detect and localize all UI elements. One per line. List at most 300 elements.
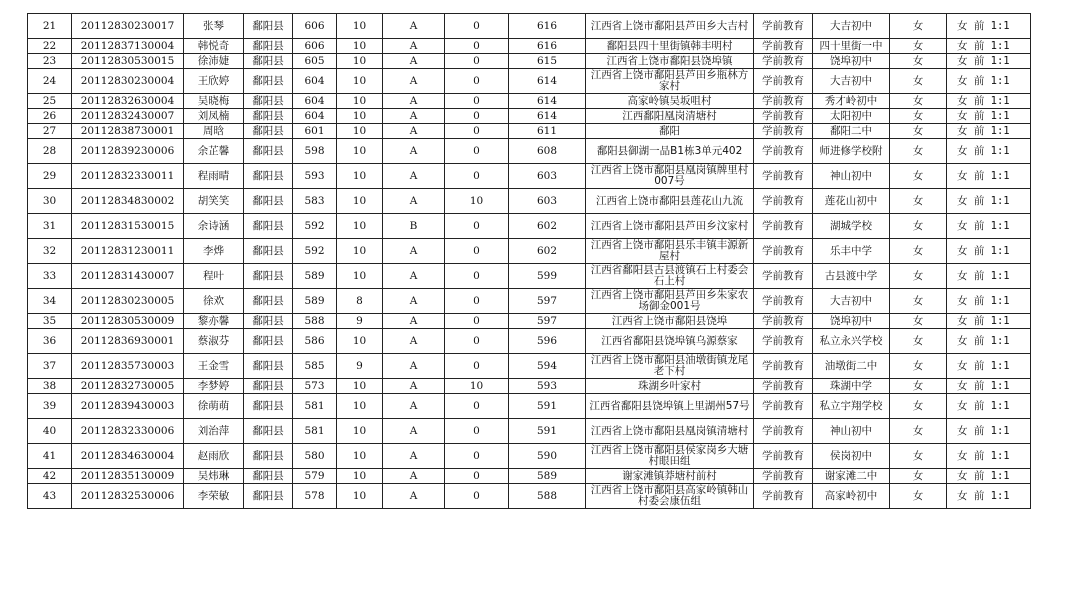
pe-score-cell: 10 [337, 419, 383, 444]
quota-cell: 女 前 1:1 [947, 289, 1031, 314]
bonus-score-cell: 0 [445, 69, 509, 94]
quota-cell: 女 前 1:1 [947, 214, 1031, 239]
pe-score-cell: 10 [337, 124, 383, 139]
school-cell: 侯岗初中 [813, 444, 890, 469]
exam-number-cell: 20112832630004 [72, 94, 184, 109]
grade-cell: A [383, 164, 445, 189]
exam-number-cell: 20112834830002 [72, 189, 184, 214]
table-row [28, 289, 1031, 314]
major-cell: 学前教育 [754, 379, 813, 394]
grade-cell: A [383, 379, 445, 394]
county-cell: 鄱阳县 [244, 14, 293, 39]
bonus-score-cell: 0 [445, 94, 509, 109]
major-cell: 学前教育 [754, 164, 813, 189]
exam-number-cell: 20112835130009 [72, 469, 184, 484]
row-index-cell: 40 [28, 419, 72, 444]
table-row [28, 239, 1031, 264]
row-index-cell: 42 [28, 469, 72, 484]
home-address-cell: 江西省上饶市鄱阳县凰岗镇牌里村007号 [586, 164, 754, 189]
score-cell: 589 [293, 289, 337, 314]
major-cell: 学前教育 [754, 329, 813, 354]
county-cell: 鄱阳县 [244, 189, 293, 214]
score-cell: 585 [293, 354, 337, 379]
gender-cell: 女 [890, 469, 947, 484]
row-index-cell: 38 [28, 379, 72, 394]
score-cell: 604 [293, 109, 337, 124]
quota-cell: 女 前 1:1 [947, 54, 1031, 69]
student-name-cell: 蔡淑芬 [184, 329, 244, 354]
pe-score-cell: 10 [337, 444, 383, 469]
school-cell: 油墩街二中 [813, 354, 890, 379]
quota-cell: 女 前 1:1 [947, 164, 1031, 189]
exam-number-cell: 20112831430007 [72, 264, 184, 289]
total-score-cell: 614 [509, 69, 586, 94]
student-name-cell: 李烨 [184, 239, 244, 264]
bonus-score-cell: 0 [445, 469, 509, 484]
quota-cell: 女 前 1:1 [947, 109, 1031, 124]
county-cell: 鄱阳县 [244, 314, 293, 329]
county-cell: 鄱阳县 [244, 469, 293, 484]
table-row [28, 444, 1031, 469]
table-row [28, 39, 1031, 54]
pe-score-cell: 10 [337, 139, 383, 164]
pe-score-cell: 9 [337, 354, 383, 379]
county-cell: 鄱阳县 [244, 484, 293, 509]
row-index-cell: 32 [28, 239, 72, 264]
row-index-cell: 21 [28, 14, 72, 39]
total-score-cell: 602 [509, 239, 586, 264]
table-row [28, 109, 1031, 124]
quota-cell: 女 前 1:1 [947, 189, 1031, 214]
major-cell: 学前教育 [754, 14, 813, 39]
grade-cell: A [383, 14, 445, 39]
pe-score-cell: 10 [337, 109, 383, 124]
total-score-cell: 611 [509, 124, 586, 139]
exam-number-cell: 20112832330006 [72, 419, 184, 444]
bonus-score-cell: 0 [445, 419, 509, 444]
student-name-cell: 李荣敏 [184, 484, 244, 509]
home-address-cell: 江西省上饶市鄱阳县芦田乡汶家村 [586, 214, 754, 239]
school-cell: 神山初中 [813, 419, 890, 444]
quota-cell: 女 前 1:1 [947, 484, 1031, 509]
table-row [28, 314, 1031, 329]
row-index-cell: 25 [28, 94, 72, 109]
county-cell: 鄱阳县 [244, 394, 293, 419]
exam-number-cell: 20112839230006 [72, 139, 184, 164]
score-cell: 589 [293, 264, 337, 289]
table-row [28, 419, 1031, 444]
gender-cell: 女 [890, 139, 947, 164]
home-address-cell: 鄱阳县御湖一品B1栋3单元402 [586, 139, 754, 164]
table-row [28, 69, 1031, 94]
grade-cell: A [383, 94, 445, 109]
exam-number-cell: 20112834630004 [72, 444, 184, 469]
table-row [28, 214, 1031, 239]
total-score-cell: 594 [509, 354, 586, 379]
table-row [28, 189, 1031, 214]
school-cell: 莲花山初中 [813, 189, 890, 214]
quota-cell: 女 前 1:1 [947, 124, 1031, 139]
student-name-cell: 吴炜琳 [184, 469, 244, 484]
major-cell: 学前教育 [754, 39, 813, 54]
gender-cell: 女 [890, 314, 947, 329]
exam-number-cell: 20112837130004 [72, 39, 184, 54]
home-address-cell: 江西省鄱阳县饶埠镇乌源蔡家 [586, 329, 754, 354]
table-row [28, 164, 1031, 189]
score-cell: 580 [293, 444, 337, 469]
major-cell: 学前教育 [754, 69, 813, 94]
grade-cell: B [383, 214, 445, 239]
score-cell: 598 [293, 139, 337, 164]
quota-cell: 女 前 1:1 [947, 379, 1031, 394]
home-address-cell: 江西省上饶市鄱阳县乐丰镇丰源新屋村 [586, 239, 754, 264]
pe-score-cell: 10 [337, 264, 383, 289]
table-row [28, 354, 1031, 379]
major-cell: 学前教育 [754, 469, 813, 484]
grade-cell: A [383, 289, 445, 314]
total-score-cell: 593 [509, 379, 586, 394]
grade-cell: A [383, 54, 445, 69]
exam-number-cell: 20112832330011 [72, 164, 184, 189]
grade-cell: A [383, 419, 445, 444]
county-cell: 鄱阳县 [244, 54, 293, 69]
bonus-score-cell: 0 [445, 484, 509, 509]
school-cell: 古县渡中学 [813, 264, 890, 289]
pe-score-cell: 9 [337, 314, 383, 329]
school-cell: 私立宇翔学校 [813, 394, 890, 419]
row-index-cell: 35 [28, 314, 72, 329]
table-row [28, 484, 1031, 509]
pe-score-cell: 10 [337, 69, 383, 94]
row-index-cell: 27 [28, 124, 72, 139]
gender-cell: 女 [890, 94, 947, 109]
pe-score-cell: 10 [337, 54, 383, 69]
score-cell: 604 [293, 69, 337, 94]
bonus-score-cell: 0 [445, 444, 509, 469]
grade-cell: A [383, 139, 445, 164]
school-cell: 大吉初中 [813, 289, 890, 314]
grade-cell: A [383, 239, 445, 264]
score-cell: 593 [293, 164, 337, 189]
major-cell: 学前教育 [754, 214, 813, 239]
quota-cell: 女 前 1:1 [947, 469, 1031, 484]
score-cell: 586 [293, 329, 337, 354]
exam-number-cell: 20112830230005 [72, 289, 184, 314]
school-cell: 鄱阳二中 [813, 124, 890, 139]
pe-score-cell: 10 [337, 329, 383, 354]
table-row [28, 54, 1031, 69]
home-address-cell: 江西鄱阳凰岗清塘村 [586, 109, 754, 124]
table-row [28, 124, 1031, 139]
quota-cell: 女 前 1:1 [947, 239, 1031, 264]
home-address-cell: 江西省上饶市鄱阳县油墩街镇龙尾老下村 [586, 354, 754, 379]
gender-cell: 女 [890, 39, 947, 54]
total-score-cell: 589 [509, 469, 586, 484]
quota-cell: 女 前 1:1 [947, 264, 1031, 289]
pe-score-cell: 10 [337, 379, 383, 394]
bonus-score-cell: 0 [445, 14, 509, 39]
quota-cell: 女 前 1:1 [947, 444, 1031, 469]
total-score-cell: 597 [509, 289, 586, 314]
home-address-cell: 江西省上饶市鄱阳县凰岗镇清塘村 [586, 419, 754, 444]
exam-number-cell: 20112831530015 [72, 214, 184, 239]
quota-cell: 女 前 1:1 [947, 139, 1031, 164]
grade-cell: A [383, 69, 445, 94]
row-index-cell: 34 [28, 289, 72, 314]
score-cell: 581 [293, 419, 337, 444]
row-index-cell: 43 [28, 484, 72, 509]
score-cell: 601 [293, 124, 337, 139]
gender-cell: 女 [890, 444, 947, 469]
school-cell: 饶埠初中 [813, 54, 890, 69]
bonus-score-cell: 10 [445, 189, 509, 214]
student-name-cell: 韩悦奇 [184, 39, 244, 54]
major-cell: 学前教育 [754, 54, 813, 69]
score-cell: 606 [293, 14, 337, 39]
pe-score-cell: 10 [337, 189, 383, 214]
gender-cell: 女 [890, 419, 947, 444]
exam-number-cell: 20112832430007 [72, 109, 184, 124]
grade-cell: A [383, 394, 445, 419]
student-name-cell: 吴晓梅 [184, 94, 244, 109]
student-name-cell: 余芷馨 [184, 139, 244, 164]
school-cell: 师进修学校附 [813, 139, 890, 164]
county-cell: 鄱阳县 [244, 39, 293, 54]
county-cell: 鄱阳县 [244, 139, 293, 164]
total-score-cell: 597 [509, 314, 586, 329]
major-cell: 学前教育 [754, 264, 813, 289]
student-name-cell: 徐欢 [184, 289, 244, 314]
exam-number-cell: 20112830230004 [72, 69, 184, 94]
county-cell: 鄱阳县 [244, 94, 293, 109]
major-cell: 学前教育 [754, 94, 813, 109]
home-address-cell: 江西省上饶市鄱阳县莲花山九流 [586, 189, 754, 214]
total-score-cell: 614 [509, 109, 586, 124]
score-cell: 578 [293, 484, 337, 509]
row-index-cell: 29 [28, 164, 72, 189]
bonus-score-cell: 0 [445, 164, 509, 189]
quota-cell: 女 前 1:1 [947, 329, 1031, 354]
score-cell: 588 [293, 314, 337, 329]
home-address-cell: 江西省上饶市鄱阳县饶埠镇 [586, 54, 754, 69]
grade-cell: A [383, 124, 445, 139]
row-index-cell: 26 [28, 109, 72, 124]
pe-score-cell: 10 [337, 164, 383, 189]
bonus-score-cell: 0 [445, 139, 509, 164]
bonus-score-cell: 0 [445, 124, 509, 139]
student-name-cell: 王金雪 [184, 354, 244, 379]
major-cell: 学前教育 [754, 239, 813, 264]
bonus-score-cell: 0 [445, 354, 509, 379]
county-cell: 鄱阳县 [244, 124, 293, 139]
row-index-cell: 37 [28, 354, 72, 379]
gender-cell: 女 [890, 289, 947, 314]
grade-cell: A [383, 354, 445, 379]
home-address-cell: 江西省上饶市鄱阳县芦田乡瓶林方家村 [586, 69, 754, 94]
total-score-cell: 596 [509, 329, 586, 354]
school-cell: 四十里街一中 [813, 39, 890, 54]
grade-cell: A [383, 314, 445, 329]
home-address-cell: 鄱阳县四十里街镇韩丰明村 [586, 39, 754, 54]
home-address-cell: 江西省上饶市鄱阳县饶埠 [586, 314, 754, 329]
pe-score-cell: 8 [337, 289, 383, 314]
row-index-cell: 41 [28, 444, 72, 469]
major-cell: 学前教育 [754, 484, 813, 509]
total-score-cell: 614 [509, 94, 586, 109]
pe-score-cell: 10 [337, 394, 383, 419]
county-cell: 鄱阳县 [244, 329, 293, 354]
exam-number-cell: 20112832730005 [72, 379, 184, 394]
table-row [28, 394, 1031, 419]
student-name-cell: 程雨晴 [184, 164, 244, 189]
total-score-cell: 591 [509, 394, 586, 419]
home-address-cell: 江西省鄱阳县饶埠镇上里湖州57号 [586, 394, 754, 419]
pe-score-cell: 10 [337, 39, 383, 54]
quota-cell: 女 前 1:1 [947, 14, 1031, 39]
county-cell: 鄱阳县 [244, 354, 293, 379]
major-cell: 学前教育 [754, 314, 813, 329]
pe-score-cell: 10 [337, 469, 383, 484]
school-cell: 大吉初中 [813, 69, 890, 94]
score-cell: 606 [293, 39, 337, 54]
score-cell: 604 [293, 94, 337, 109]
score-cell: 592 [293, 214, 337, 239]
row-index-cell: 24 [28, 69, 72, 94]
exam-number-cell: 20112830530015 [72, 54, 184, 69]
pe-score-cell: 10 [337, 14, 383, 39]
bonus-score-cell: 10 [445, 379, 509, 394]
home-address-cell: 谢家滩镇莽塘村前村 [586, 469, 754, 484]
grade-cell: A [383, 469, 445, 484]
total-score-cell: 616 [509, 39, 586, 54]
school-cell: 乐丰中学 [813, 239, 890, 264]
total-score-cell: 603 [509, 164, 586, 189]
score-cell: 581 [293, 394, 337, 419]
major-cell: 学前教育 [754, 189, 813, 214]
major-cell: 学前教育 [754, 124, 813, 139]
exam-number-cell: 20112836930001 [72, 329, 184, 354]
grade-cell: A [383, 109, 445, 124]
student-name-cell: 程叶 [184, 264, 244, 289]
home-address-cell: 江西省上饶市鄱阳县芦田乡大吉村 [586, 14, 754, 39]
bonus-score-cell: 0 [445, 54, 509, 69]
table-row [28, 379, 1031, 394]
exam-number-cell: 20112835730003 [72, 354, 184, 379]
table-row [28, 469, 1031, 484]
grade-cell: A [383, 444, 445, 469]
total-score-cell: 608 [509, 139, 586, 164]
total-score-cell: 615 [509, 54, 586, 69]
bonus-score-cell: 0 [445, 109, 509, 124]
table-row [28, 264, 1031, 289]
table-row [28, 139, 1031, 164]
quota-cell: 女 前 1:1 [947, 69, 1031, 94]
county-cell: 鄱阳县 [244, 164, 293, 189]
bonus-score-cell: 0 [445, 289, 509, 314]
score-cell: 605 [293, 54, 337, 69]
gender-cell: 女 [890, 54, 947, 69]
school-cell: 谢家滩二中 [813, 469, 890, 484]
bonus-score-cell: 0 [445, 394, 509, 419]
county-cell: 鄱阳县 [244, 419, 293, 444]
school-cell: 秀才岭初中 [813, 94, 890, 109]
exam-number-cell: 20112838730001 [72, 124, 184, 139]
table-body [28, 14, 1031, 509]
home-address-cell: 江西省上饶市鄱阳县侯家岗乡大塘村眼田组 [586, 444, 754, 469]
home-address-cell: 珠湖乡叶家村 [586, 379, 754, 394]
row-index-cell: 30 [28, 189, 72, 214]
gender-cell: 女 [890, 354, 947, 379]
gender-cell: 女 [890, 214, 947, 239]
county-cell: 鄱阳县 [244, 444, 293, 469]
student-name-cell: 周晗 [184, 124, 244, 139]
county-cell: 鄱阳县 [244, 289, 293, 314]
total-score-cell: 599 [509, 264, 586, 289]
gender-cell: 女 [890, 164, 947, 189]
school-cell: 湖城学校 [813, 214, 890, 239]
grade-cell: A [383, 329, 445, 354]
student-name-cell: 刘治萍 [184, 419, 244, 444]
major-cell: 学前教育 [754, 139, 813, 164]
student-name-cell: 张琴 [184, 14, 244, 39]
school-cell: 私立永兴学校 [813, 329, 890, 354]
student-name-cell: 胡笑笑 [184, 189, 244, 214]
major-cell: 学前教育 [754, 289, 813, 314]
grade-cell: A [383, 264, 445, 289]
grade-cell: A [383, 484, 445, 509]
quota-cell: 女 前 1:1 [947, 314, 1031, 329]
pe-score-cell: 10 [337, 94, 383, 109]
school-cell: 珠湖中学 [813, 379, 890, 394]
gender-cell: 女 [890, 239, 947, 264]
student-name-cell: 黎亦馨 [184, 314, 244, 329]
gender-cell: 女 [890, 109, 947, 124]
gender-cell: 女 [890, 329, 947, 354]
ranking-table [27, 13, 1031, 509]
exam-number-cell: 20112830230017 [72, 14, 184, 39]
exam-number-cell: 20112831230011 [72, 239, 184, 264]
bonus-score-cell: 0 [445, 239, 509, 264]
gender-cell: 女 [890, 484, 947, 509]
pe-score-cell: 10 [337, 484, 383, 509]
gender-cell: 女 [890, 379, 947, 394]
grade-cell: A [383, 189, 445, 214]
row-index-cell: 36 [28, 329, 72, 354]
student-name-cell: 赵雨欣 [184, 444, 244, 469]
total-score-cell: 602 [509, 214, 586, 239]
home-address-cell: 鄱阳 [586, 124, 754, 139]
county-cell: 鄱阳县 [244, 214, 293, 239]
quota-cell: 女 前 1:1 [947, 39, 1031, 54]
major-cell: 学前教育 [754, 444, 813, 469]
student-name-cell: 徐沛婕 [184, 54, 244, 69]
table-row [28, 94, 1031, 109]
quota-cell: 女 前 1:1 [947, 94, 1031, 109]
home-address-cell: 高家岭镇吴坂咀村 [586, 94, 754, 109]
bonus-score-cell: 0 [445, 314, 509, 329]
gender-cell: 女 [890, 14, 947, 39]
major-cell: 学前教育 [754, 419, 813, 444]
total-score-cell: 588 [509, 484, 586, 509]
exam-number-cell: 20112832530006 [72, 484, 184, 509]
home-address-cell: 江西省上饶市鄱阳县高家岭镇韩山村委会康伍组 [586, 484, 754, 509]
row-index-cell: 22 [28, 39, 72, 54]
gender-cell: 女 [890, 124, 947, 139]
home-address-cell: 江西省上饶市鄱阳县芦田乡朱家农场御金001号 [586, 289, 754, 314]
gender-cell: 女 [890, 189, 947, 214]
score-cell: 579 [293, 469, 337, 484]
table-row [28, 329, 1031, 354]
